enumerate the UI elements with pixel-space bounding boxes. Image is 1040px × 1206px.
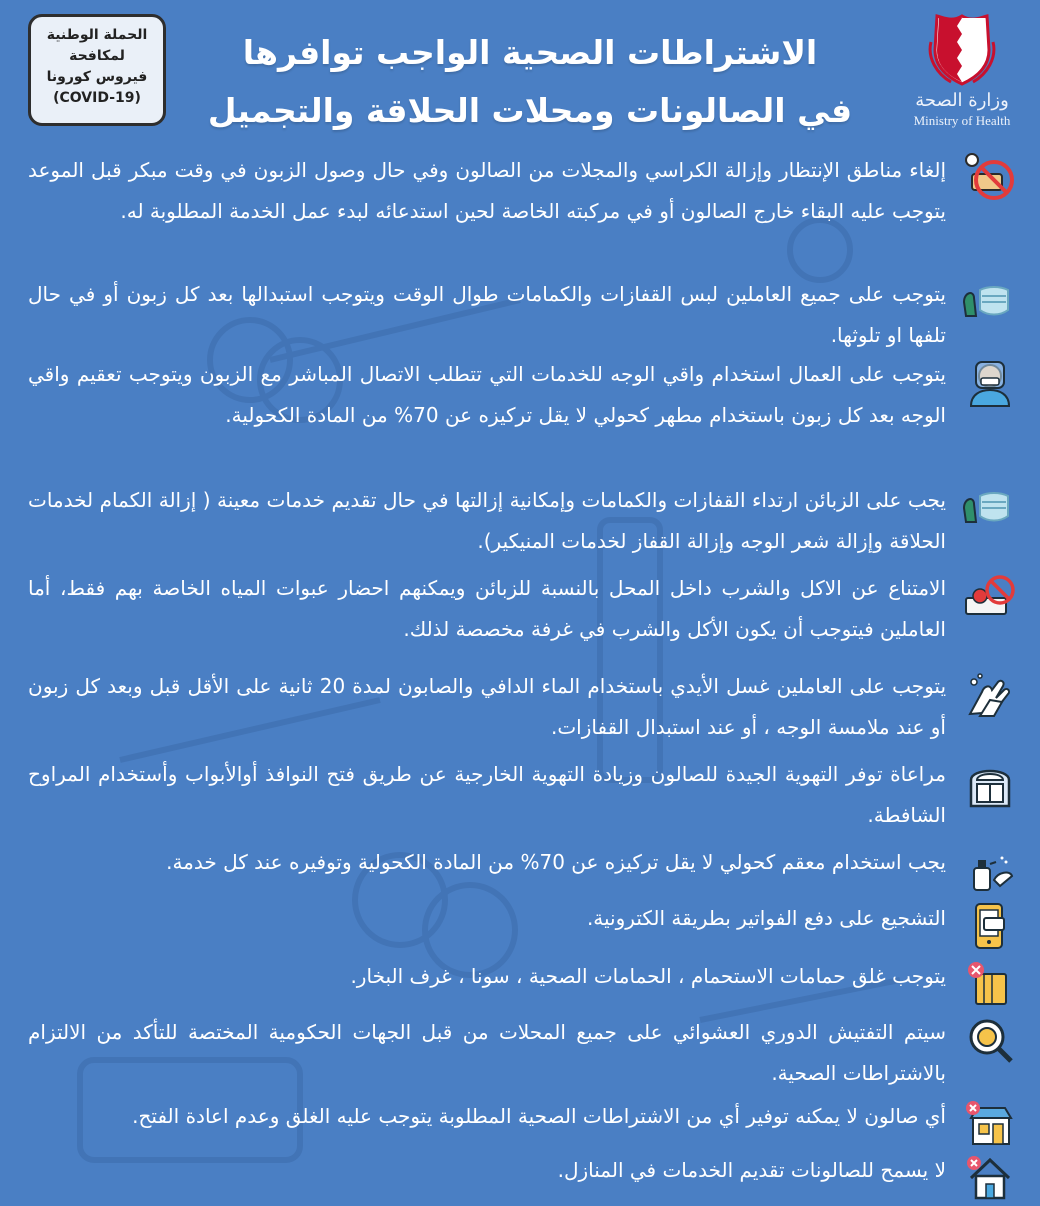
item-text: يجب استخدام معقم كحولي لا يقل تركيزه عن 70% من المادة الكحولية وتوفيره عند كل خدمة. [166, 850, 946, 874]
list-item [20, 150, 1020, 232]
bahrain-emblem-icon [927, 12, 997, 86]
item-text: سيتم التفتيش الدوري العشوائي على جميع المحلات من قبل الجهات الحكومية المختصة للتأكد من الالتزام بالاشتراطات الصحية. [28, 1020, 946, 1085]
campaign-line-3: فيروس كورونا [46, 69, 148, 85]
closed-bath-icon [960, 956, 1020, 1012]
item-text: التشجيع على دفع الفواتير بطريقة الكترونية. [586, 906, 946, 930]
list-item [20, 666, 1020, 748]
list-item [20, 1012, 1020, 1094]
campaign-line-1: الحملة الوطنية [46, 27, 148, 43]
window-ventilation-icon [960, 754, 1020, 810]
closed-shop-icon [960, 1096, 1020, 1152]
mask-gloves-icon [960, 274, 1020, 330]
hand-wash-icon [960, 666, 1020, 722]
item-text: يتوجب على العمال استخدام واقي الوجه للخدمات التي تتطلب الاتصال المباشر مع الزبون ويتوجب تعقيم واقي الوجه بعد كل زبون باستخدام مطهر كحولي لا يقل تركيزه عن 70% من المادة الكحولية. [28, 362, 946, 427]
face-shield-icon [960, 354, 1020, 410]
list-item [20, 1096, 1020, 1152]
no-food-icon [960, 568, 1020, 624]
title-line-1: الاشتراطات الصحية الواجب توافرها [242, 33, 818, 72]
list-item [20, 274, 1020, 356]
header [0, 0, 1040, 150]
no-home-service-icon [960, 1150, 1020, 1206]
item-text: أي صالون لا يمكنه توفير أي من الاشتراطات الصحية المطلوبة يتوجب عليه الغلق وعدم اعادة الفتح. [132, 1104, 946, 1128]
campaign-line-2: لمكافحة [69, 48, 125, 64]
ministry-name-ar: وزارة الصحة [915, 90, 1009, 111]
item-text: مراعاة توفر التهوية الجيدة للصالون وزيادة التهوية الخارجية عن طريق فتح النوافذ أوالأبواب وأستخدام المراوح الشافطة. [28, 762, 946, 827]
sanitizer-icon [960, 842, 1020, 898]
item-text: لا يسمح للصالونات تقديم الخدمات في المنازل. [557, 1158, 946, 1182]
list-item [20, 898, 1020, 954]
campaign-badge [28, 14, 166, 126]
no-waiting-icon [960, 150, 1020, 206]
item-text: إلغاء مناطق الإنتظار وإزالة الكراسي والمجلات من الصالون وفي حال وصول الزبون في وقت مبكر قبل الموعد يتوجب عليه البقاء خارج الصالون أو في مركبته الخاصة لحين استدعائه لبدء عمل الخدمة المطلوبة له. [28, 158, 946, 223]
item-text: يتوجب على جميع العاملين لبس القفازات والكمامات طوال الوقت ويتوجب استبدالها بعد كل زبون أو في حال تلفها او تلوثها. [28, 282, 946, 347]
list-item [20, 842, 1020, 898]
mask-gloves-icon [960, 480, 1020, 536]
list-item [20, 354, 1020, 436]
list-item [20, 956, 1020, 1012]
campaign-line-4: (COVID-19) [53, 90, 141, 106]
page-title [190, 24, 870, 140]
list-item [20, 568, 1020, 650]
title-line-2: في الصالونات ومحلات الحلاقة والتجميل [207, 91, 853, 130]
item-text: يجب على الزبائن ارتداء القفازات والكمامات وإمكانية إزالتها في حال تقديم خدمات معينة ( إزالة الكمام لخدمات الحلاقة وإزالة شعر الوجه وإزالة القفاز لخدمات المنيكير). [28, 488, 946, 553]
item-text: الامتناع عن الاكل والشرب داخل المحل بالنسبة للزبائن ويمكنهم احضار عبوات المياه الخاصة بهم فقط، أما العاملين فيتوجب أن يكون الأكل والشرب في غرفة مخصصة لذلك. [28, 576, 946, 641]
list-item [20, 480, 1020, 562]
ministry-logo [902, 12, 1022, 137]
item-text: يتوجب غلق حمامات الاستحمام ، الحمامات الصحية ، سونا ، غرف البخار. [350, 964, 946, 988]
list-item [20, 754, 1020, 836]
item-text: يتوجب على العاملين غسل الأيدي باستخدام الماء الدافي والصابون لمدة 20 ثانية على الأقل قبل وبعد كل زبون أو عند ملامسة الوجه ، أو عند استبدال القفازات. [28, 674, 947, 739]
ministry-name-en: Ministry of Health [913, 113, 1011, 128]
inspection-icon [960, 1012, 1020, 1068]
list-item [20, 1150, 1020, 1206]
e-payment-icon [960, 898, 1020, 954]
